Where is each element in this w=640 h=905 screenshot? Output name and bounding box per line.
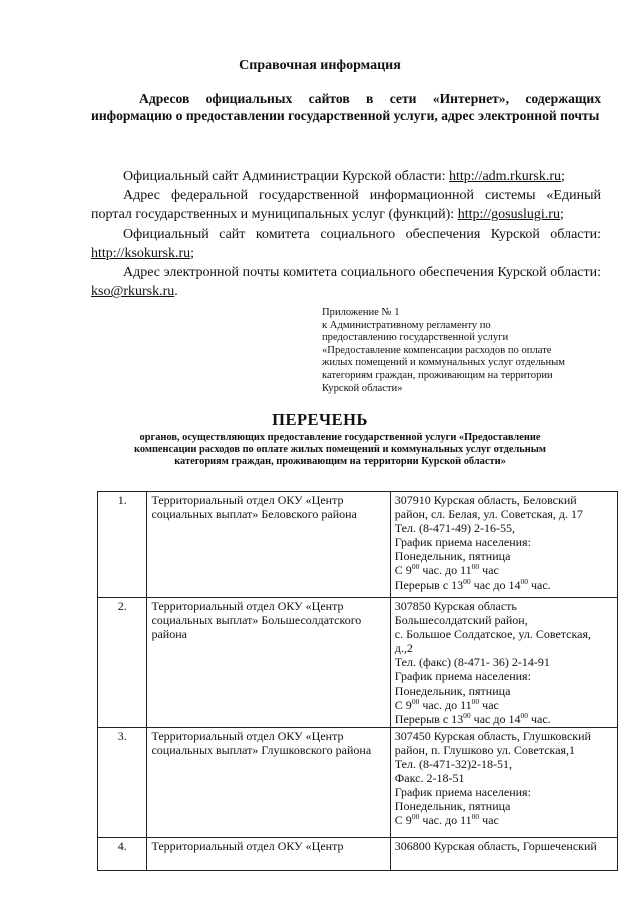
appendix-line: предоставлению государственной услуги: [322, 332, 509, 344]
office-name: Территориальный отдел ОКУ «Центр: [147, 837, 390, 870]
websites-heading-line-2: информацию о предоставлении государственной услуги, адрес: [91, 108, 475, 123]
table-row: [98, 837, 618, 870]
appendix-line: «Предоставление компенсации расходов по оплате: [322, 344, 552, 356]
row-number: 2.: [98, 598, 147, 728]
office-name: Территориальный отдел ОКУ «Центр социальных выплат» Беловского района: [147, 492, 390, 598]
websites-heading: [91, 90, 601, 124]
perechen-subtitle: [90, 432, 590, 467]
gosuslugi-link[interactable]: http://gosuslugi.ru: [457, 207, 560, 223]
office-address: 306800 Курская область, Горшеченский: [390, 837, 617, 870]
table-row: [98, 492, 618, 598]
schedule-hours: С $9^{00}$ час. до $11^{00}$ час: [394, 812, 499, 828]
row-number: 3.: [98, 727, 147, 837]
table-row: [98, 727, 618, 837]
perechen-subtitle-line: органов, осуществляющих предоставление государственной услуги «Предоставление: [139, 432, 541, 443]
info-paragraph-committee-email: Адрес электронной почты комитета социального обеспечения Курской области: kso@rkursk.ru.: [91, 265, 601, 300]
office-address: 307910 Курская область, Беловский район, сл. Белая, ул. Советская, д. 17 Тел. (8-471-49) 2-16-55, График приема населения: Понедельник, пятница С $9^{00}$ час. до $11^{00}$ час Перерыв с $13^{00}$ час до $14^{00}$ час.: [390, 492, 617, 598]
appendix-note: [322, 307, 622, 395]
websites-heading-line-1: Адресов официальных сайтов в сети «Интернет», содержащих: [139, 91, 601, 106]
perechen-title: ПЕРЕЧЕНЬ: [272, 410, 368, 429]
offices-table: [97, 491, 618, 871]
info-paragraph-gosuslugi: Адрес федеральной государственной информационной системы «Единый портал государственных и муниципальных услуг (функций): http://gosuslugi.ru;: [91, 188, 601, 223]
appendix-line: Приложение № 1: [322, 307, 400, 318]
schedule-hours: С $9^{00}$ час. до $11^{00}$ час: [394, 562, 499, 578]
websites-info: [91, 167, 601, 301]
appendix-line: к Административному регламенту по: [322, 319, 491, 331]
table-row: [98, 598, 618, 728]
reference-info-title: Справочная информация: [239, 58, 401, 73]
schedule-break: Перерыв с $13^{00}$ час до $14^{00}$ час.: [394, 576, 551, 592]
schedule-break: Перерыв с $13^{00}$ час до $14^{00}$ час.: [394, 710, 551, 726]
office-name: Территориальный отдел ОКУ «Центр социальных выплат» Глушковского района: [147, 727, 390, 837]
perechen-subtitle-line: категориям граждан, проживающим на территории Курской области»: [174, 455, 506, 467]
office-name: Территориальный отдел ОКУ «Центр социальных выплат» Большесолдатского района: [147, 598, 390, 728]
appendix-line: жилых помещений и коммунальных услуг отдельным: [322, 357, 565, 369]
info-paragraph-committee-site: Официальный сайт комитета социального обеспечения Курской области: http://ksokursk.ru;: [91, 226, 601, 261]
appendix-line: Курской области»: [322, 382, 403, 394]
appendix-line: категориям граждан, проживающим на территории: [322, 369, 553, 381]
perechen-subtitle-line: компенсации расходов по оплате жилых помещений и коммунальных услуг отдельным: [134, 443, 546, 455]
info-paragraph-admin-site: Официальный сайт Администрации Курской области: http://adm.rkursk.ru;: [123, 169, 565, 184]
schedule-hours: С $9^{00}$ час. до $11^{00}$ час: [394, 696, 499, 712]
office-address: 307850 Курская область Большесолдатский район, с. Большое Солдатское, ул. Советская, д.,2 Тел. (факс) (8-471- 36) 2-14-91 График приема населения: Понедельник, пятница С $9^{00}$ час. до $11^{00}$ час Перерыв с $13^{00}$ час до $14^{00}$ час.: [390, 598, 617, 728]
websites-heading-line-3: электронной почты: [478, 108, 600, 123]
admin-site-link[interactable]: http://adm.rkursk.ru: [449, 169, 561, 184]
committee-site-link[interactable]: http://ksokursk.ru: [91, 245, 191, 261]
committee-email-link[interactable]: kso@rkursk.ru: [91, 284, 175, 300]
row-number: 1.: [98, 492, 147, 598]
row-number: 4.: [98, 837, 147, 870]
office-address: 307450 Курская область, Глушковский район, п. Глушково ул. Советская,1 Тел. (8-471-32)2-18-51, Факс. 2-18-51 График приема населения: Понедельник, пятница С $9^{00}$ час. до $11^{00}$ час: [390, 727, 617, 837]
